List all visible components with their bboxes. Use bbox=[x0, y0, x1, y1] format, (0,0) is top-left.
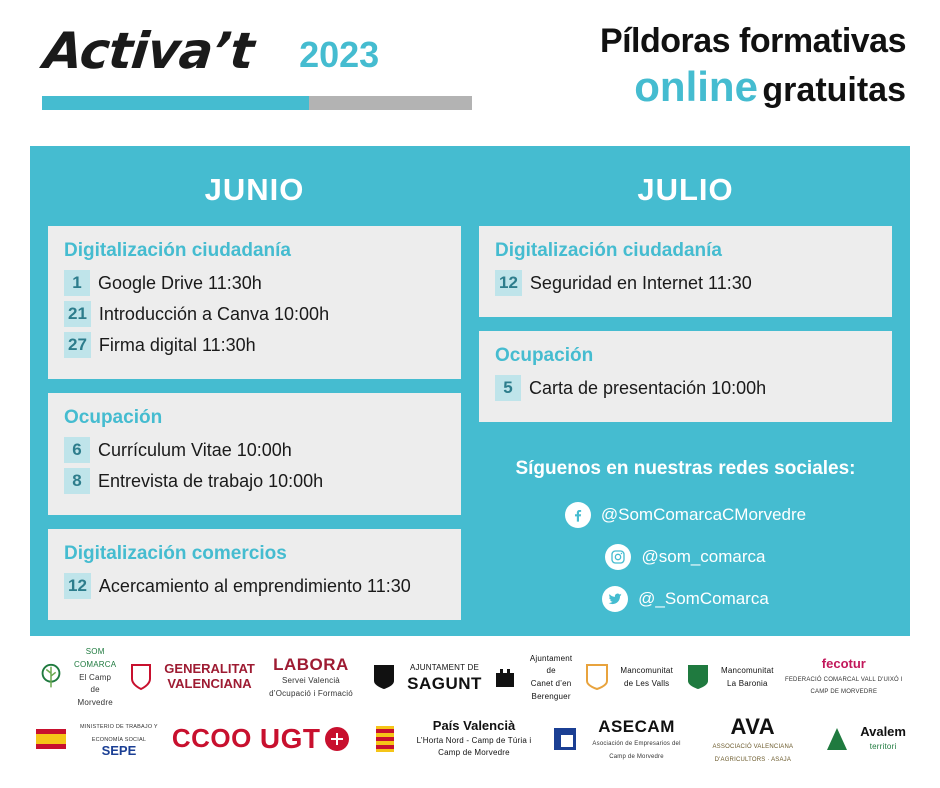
senyera-icon bbox=[368, 722, 402, 756]
entry-text: Firma digital 11:30h bbox=[98, 334, 256, 355]
logo-line2: Canet d’en Berenguer bbox=[530, 679, 572, 701]
schedule-entry bbox=[64, 332, 445, 358]
ccoo-logo bbox=[168, 713, 256, 765]
entry-text: Seguridad en Internet 11:30 bbox=[529, 272, 752, 293]
facebook-icon bbox=[565, 502, 591, 528]
canet-castle-icon bbox=[490, 660, 524, 694]
sepe-ministerio-logo bbox=[30, 713, 168, 765]
day-badge: 6 bbox=[64, 437, 90, 463]
logo-line2: territori bbox=[869, 742, 897, 752]
logo-line2: FEDERACIÓ COMARCAL VALL D'UIXÓ I CAMP DE MORVEDRE bbox=[784, 676, 903, 696]
brand-underline-bar bbox=[42, 96, 472, 110]
poster-header bbox=[0, 0, 940, 140]
card-title: Ocupación bbox=[495, 345, 594, 366]
brand-bar-teal-segment bbox=[42, 96, 309, 110]
social-link-instagram[interactable] bbox=[479, 544, 892, 570]
logo-line2: ASSOCIACIÓ VALENCIANA D'AGRICULTORS · ASAJA bbox=[712, 744, 794, 763]
entry-text: Entrevista de trabajo 10:00h bbox=[98, 470, 324, 491]
month-title-junio: JUNIO bbox=[204, 172, 305, 207]
card-title: Digitalización ciudadanía bbox=[495, 240, 722, 261]
logo-line1: fecotur bbox=[821, 655, 866, 671]
schedule-entry bbox=[64, 301, 445, 327]
fecotur-logo bbox=[778, 651, 910, 703]
twitter-icon bbox=[602, 586, 628, 612]
logo-line1: ASECAM bbox=[598, 716, 675, 736]
ava-asaja-logo bbox=[690, 713, 817, 765]
social-handle: @_SomComarca bbox=[638, 589, 769, 608]
social-heading: Síguenos en nuestras redes sociales: bbox=[515, 458, 856, 479]
poster-title-block bbox=[600, 22, 910, 111]
day-badge: 8 bbox=[64, 468, 90, 494]
logo-line2: Asociación de Empresarios del Camp de Morvedre bbox=[592, 741, 681, 760]
social-link-facebook[interactable] bbox=[479, 502, 892, 528]
brand-bar-grey-segment bbox=[309, 96, 472, 110]
day-badge: 5 bbox=[495, 375, 521, 401]
sponsor-logos bbox=[30, 646, 910, 776]
logo-line2: SAGUNT bbox=[407, 673, 482, 693]
sagunt-crest-icon bbox=[367, 660, 401, 694]
avalem-a-icon bbox=[820, 722, 854, 756]
tree-icon bbox=[34, 660, 68, 694]
schedule-entry bbox=[64, 270, 445, 296]
instagram-icon bbox=[605, 544, 631, 570]
som-comarca-logo bbox=[30, 647, 120, 707]
spain-flag-icon bbox=[34, 722, 68, 756]
logo-line1: UGT bbox=[259, 722, 321, 754]
month-title-julio: JULIO bbox=[637, 172, 734, 207]
logo-line1: AVA bbox=[730, 713, 776, 739]
generalitat-valenciana-logo bbox=[120, 651, 259, 703]
baronia-crest-icon bbox=[681, 660, 715, 694]
logo-line1: SOM COMARCA bbox=[74, 647, 117, 670]
logo-line2: L’Horta Nord - Camp de Túria i Camp de Morvedre bbox=[416, 735, 532, 758]
mancomunitat-les-valls-logo bbox=[576, 651, 677, 703]
logo-line2: SEPE bbox=[101, 743, 137, 759]
schedule-entry bbox=[64, 468, 445, 494]
ajuntament-sagunt-logo bbox=[363, 651, 486, 703]
sponsor-logo-row-2 bbox=[30, 708, 910, 770]
logo-line1: GENERALITAT bbox=[164, 661, 255, 677]
logo-line1: Avalem bbox=[860, 724, 906, 740]
logo-line1: MINISTERIO DE TRABAJO Y ECONOMÍA SOCIAL bbox=[80, 723, 158, 743]
asecam-logo bbox=[544, 713, 690, 765]
ugt-emblem-icon bbox=[320, 722, 354, 756]
sponsor-logo-row-1 bbox=[30, 646, 910, 708]
poster-title-online: online bbox=[634, 63, 758, 110]
pais-valencia-logo bbox=[364, 713, 543, 765]
logo-line2: VALENCIANA bbox=[167, 676, 252, 691]
mancomunitat-baronia-logo bbox=[677, 651, 778, 703]
brand-wordmark: Activa’t bbox=[40, 22, 257, 80]
logo-line1: AJUNTAMENT DE bbox=[410, 662, 479, 672]
les-valls-crest-icon bbox=[580, 660, 614, 694]
card-julio-digitalizacion-ciudadania bbox=[479, 226, 892, 317]
logo-line1: Ajuntament de bbox=[529, 653, 573, 676]
day-badge: 21 bbox=[64, 301, 91, 327]
entry-text: Acercamiento al emprendimiento 11:30 bbox=[98, 575, 411, 596]
generalitat-crest-icon bbox=[124, 660, 158, 694]
month-column-junio bbox=[48, 158, 461, 618]
asecam-mark-icon bbox=[548, 722, 582, 756]
logo-line2: La Baronia bbox=[726, 679, 768, 688]
entry-text: Introducción a Canva 10:00h bbox=[98, 303, 330, 324]
day-badge: 27 bbox=[64, 332, 91, 358]
day-badge: 1 bbox=[64, 270, 90, 296]
logo-line1: País Valencià bbox=[432, 717, 516, 733]
card-junio-ocupacion bbox=[48, 393, 461, 515]
ajuntament-canet-logo bbox=[486, 651, 576, 703]
entry-text: Carta de presentación 10:00h bbox=[529, 377, 767, 398]
card-title: Digitalización ciudadanía bbox=[64, 240, 291, 261]
schedule-panel bbox=[30, 146, 910, 636]
entry-text: Currículum Vitae 10:00h bbox=[98, 439, 292, 460]
logo-line1: Mancomunitat bbox=[620, 666, 674, 676]
avalem-territori-logo bbox=[816, 713, 910, 765]
social-handle: @som_comarca bbox=[641, 547, 766, 566]
poster-title-gratuitas: gratuitas bbox=[762, 71, 906, 109]
card-julio-ocupacion bbox=[479, 331, 892, 422]
card-junio-digitalizacion-comercios bbox=[48, 529, 461, 620]
schedule-entry bbox=[64, 437, 445, 463]
logo-line2: de Les Valls bbox=[623, 679, 670, 688]
logo-line1: LABORA bbox=[273, 654, 349, 674]
logo-line2: El Camp de Morvedre bbox=[77, 672, 113, 707]
ugt-logo bbox=[256, 713, 365, 765]
card-junio-digitalizacion-ciudadania bbox=[48, 226, 461, 379]
day-badge: 12 bbox=[495, 270, 522, 296]
card-title: Ocupación bbox=[64, 407, 163, 428]
brand-block bbox=[30, 22, 460, 110]
day-badge: 12 bbox=[64, 573, 91, 599]
logo-line1: Mancomunitat bbox=[721, 666, 774, 676]
schedule-entry bbox=[495, 375, 876, 401]
logo-line2: Servei Valencià d’Ocupació i Formació bbox=[269, 676, 353, 698]
schedule-entry bbox=[495, 270, 876, 296]
logo-line1: CCOO bbox=[171, 723, 252, 754]
card-title: Digitalización comercios bbox=[64, 543, 287, 564]
schedule-entry bbox=[64, 573, 445, 599]
social-handle: @SomComarcaCMorvedre bbox=[600, 505, 807, 524]
poster-title-line1: Píldoras formativas bbox=[599, 22, 906, 60]
brand-year: 2023 bbox=[299, 34, 380, 75]
social-link-twitter[interactable] bbox=[479, 586, 892, 612]
labora-logo bbox=[259, 651, 363, 703]
month-column-julio bbox=[479, 158, 892, 618]
entry-text: Google Drive 11:30h bbox=[98, 272, 262, 293]
